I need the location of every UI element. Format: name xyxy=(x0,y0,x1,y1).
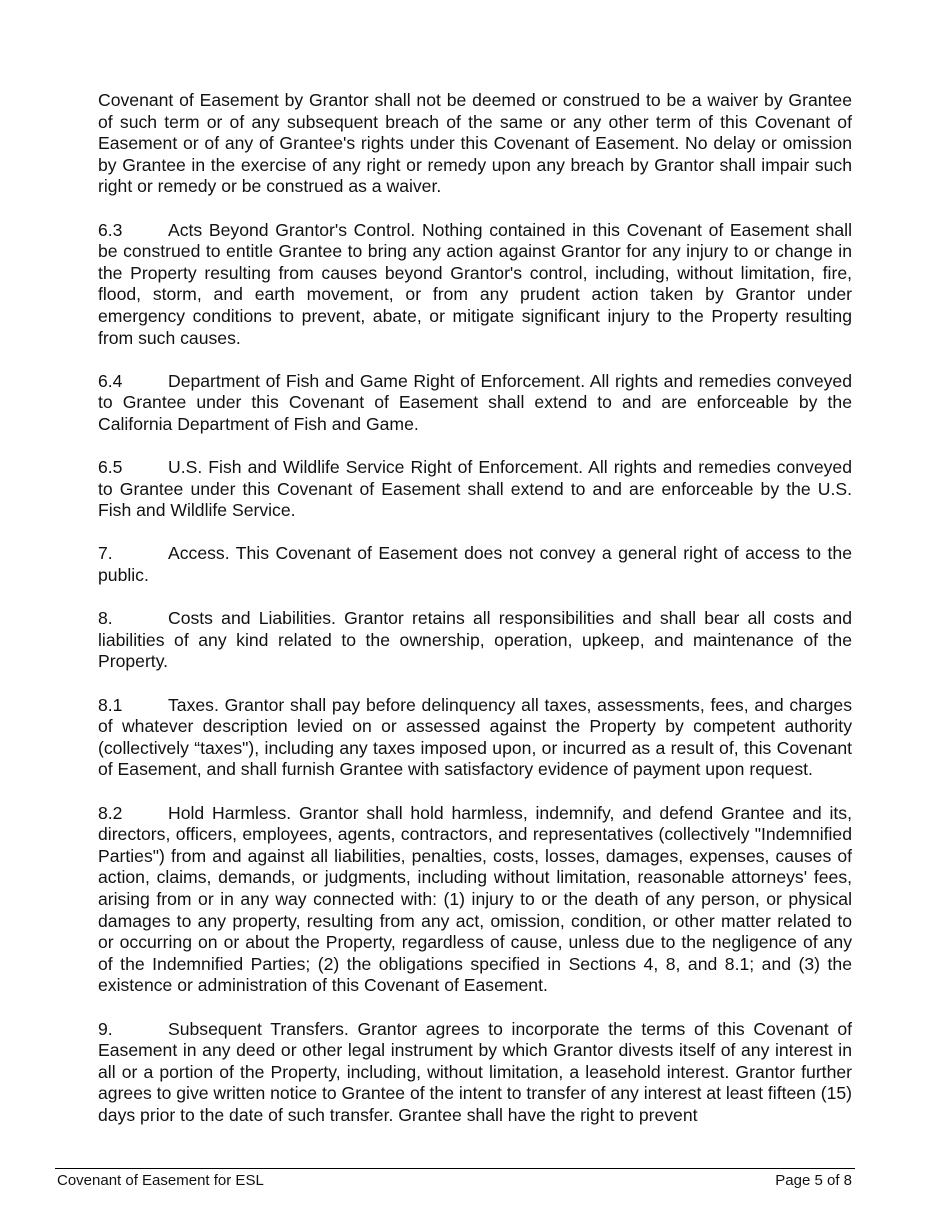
footer-document-title: Covenant of Easement for ESL xyxy=(57,1172,264,1189)
section-6-5 xyxy=(98,457,852,522)
footer-divider xyxy=(55,1168,855,1169)
paragraph-text: Subsequent Transfers. Grantor agrees to incorporate the terms of this Covenant of Easement in any deed or other legal instrument by which Grantor divests itself of any interest in all or a portion of the Property, including, without limitation, a leasehold interest. Grantor further agrees to give written notice to Grantee of the intent to transfer of any interest at least fifteen (15) days prior to the date of such transfer. Grantee shall have the right to prevent xyxy=(98,1018,853,1125)
paragraph-continuation xyxy=(98,90,852,198)
paragraph-text: Taxes. Grantor shall pay before delinquency all taxes, assessments, fees, and charges of whatever description levied on or assessed against the Property by competent authority (collectively “taxes"), including any taxes imposed upon, or incurred as a result of, this Covenant of Easement, and shall furnish Grantee with satisfactory evidence of payment upon request. xyxy=(98,694,852,780)
section-8-1 xyxy=(98,695,852,781)
paragraph-text: Costs and Liabilities. Grantor retains all responsibilities and shall bear all costs and liabilities of any kind related to the ownership, operation, upkeep, and maintenance of the Property. xyxy=(98,608,852,672)
footer-page-number: Page 5 of 8 xyxy=(775,1172,852,1189)
section-number: 6.4 xyxy=(98,370,123,391)
section-8 xyxy=(98,608,852,673)
paragraph-text: Access. This Covenant of Easement does not convey a general right of access to the public. xyxy=(98,543,852,586)
section-number: 8.2 xyxy=(98,802,123,823)
section-number: 6.5 xyxy=(98,457,123,478)
section-number: 8. xyxy=(98,608,113,629)
section-9 xyxy=(98,1019,852,1127)
section-number: 8.1 xyxy=(98,694,123,715)
paragraph-text: Department of Fish and Game Right of Enforcement. All rights and remedies conveyed to Grantee under this Covenant of Easement shall extend to and are enforceable by the California Department of Fish and Game. xyxy=(98,370,852,434)
section-8-2 xyxy=(98,803,852,997)
document-body xyxy=(98,90,852,1148)
paragraph-text: Covenant of Easement by Grantor shall not be deemed or construed to be a waiver by Grantee of such term or of any subsequent breach of the same or any other term of this Covenant of Easement or of any of Grantee's rights under this Covenant of Easement. No delay or omission by Grantee in the exercise of any right or remedy upon any breach by Grantor shall impair such right or remedy or be construed as a waiver. xyxy=(98,90,852,197)
section-number: 6.3 xyxy=(98,219,123,240)
paragraph-text: Hold Harmless. Grantor shall hold harmless, indemnify, and defend Grantee and its, directors, officers, employees, agents, contractors, and representatives (collectively "Indemnified Parties") from and against all liabilities, penalties, costs, losses, damages, expenses, causes of action, claims, demands, or judgments, including without limitation, reasonable attorneys' fees, arising from or in any way connected with: (1) injury to or the death of any person, or physical damages to any property, resulting from any act, omission, condition, or other matter related to or occurring on or about the Property, regardless of cause, unless due to the negligence of any of the Indemnified Parties; (2) the obligations specified in Sections 4, 8, and 8.1; and (3) the existence or administration of this Covenant of Easement. xyxy=(98,802,852,996)
section-number: 9. xyxy=(98,1018,113,1039)
section-7 xyxy=(98,543,852,586)
section-6-4 xyxy=(98,371,852,436)
section-6-3 xyxy=(98,220,852,350)
section-number: 7. xyxy=(98,543,113,564)
paragraph-text: U.S. Fish and Wildlife Service Right of Enforcement. All rights and remedies conveyed to Grantee under this Covenant of Easement shall extend to and are enforceable by the U.S. Fish and Wildlife Service. xyxy=(98,457,852,521)
paragraph-text: Acts Beyond Grantor's Control. Nothing contained in this Covenant of Easement shall be construed to entitle Grantee to bring any action against Grantor for any injury to or change in the Property resulting from causes beyond Grantor's control, including, without limitation, fire, flood, storm, and earth movement, or from any prudent action taken by Grantor under emergency conditions to prevent, abate, or mitigate significant injury to the Property resulting from such causes. xyxy=(98,219,852,348)
